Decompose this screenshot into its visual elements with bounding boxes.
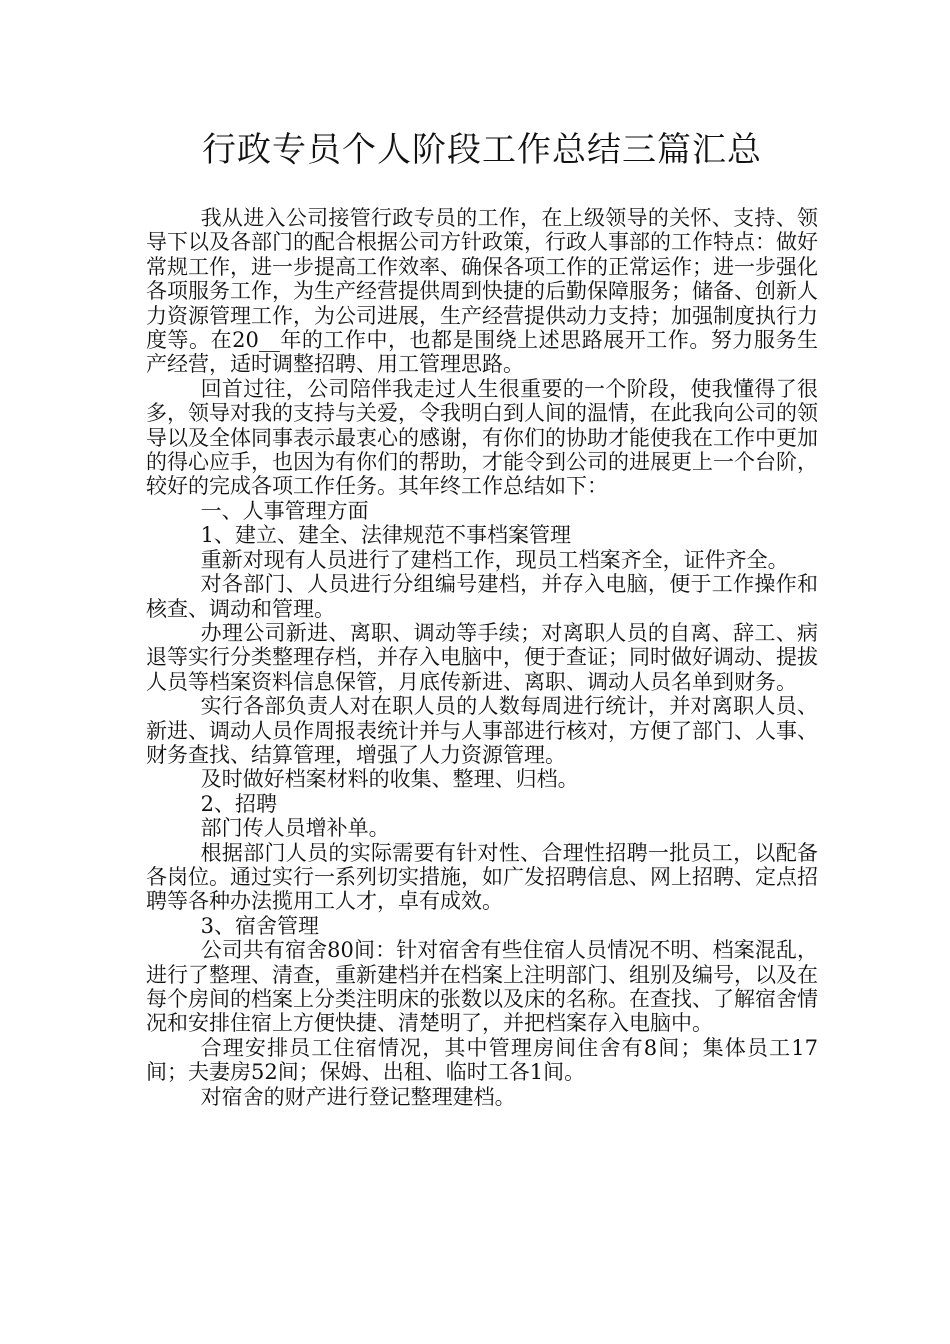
paragraph-dormitory-audit: 公司共有宿舍80间：针对宿舍有些住宿人员情况不明、档案混乱，进行了整理、清查，重新建档并在档案上注明部门、组别及编号，以及在每个房间的档案上分类注明床的张数以及床的名称。在查找、了解宿舍情况和安排住宿上方便快捷、清楚明了，并把档案存入电脑中。: [146, 938, 818, 1036]
subheading-recruitment: 2、招聘: [200, 791, 277, 816]
paragraph-room-allocation: 合理安排员工住宿情况，其中管理房间住舍有8间；集体员工17间；夫妻房52间；保姆、出租、临时工各1间。: [146, 1035, 818, 1085]
paragraph-review: 回首过往，公司陪伴我走过人生很重要的一个阶段，使我懂得了很多，领导对我的支持与关爱，令我明白到人间的温情，在此我向公司的领导以及全体同事表示最衷心的感谢，有你们的协助才能使我在工作中更加的得心应手，也因为有你们的帮助，才能令到公司的进展更上一个台阶，较好的完成各项工作任务。其年终工作总结如下：: [146, 376, 818, 499]
paragraph-recruitment-methods: 根据部门人员的实际需要有针对性、合理性招聘一批员工，以配备各岗位。通过实行一系列切实措施，如广发招聘信息、网上招聘、定点招聘等各种办法揽用工人才，卓有成效。: [146, 840, 818, 914]
document-body: [146, 206, 818, 1109]
paragraph-grouping: 对各部门、人员进行分组编号建档，并存入电脑，便于工作操作和核查、调动和管理。: [146, 572, 818, 621]
paragraph-weekly-stats: 实行各部负责人对在职人员的人数每周进行统计，并对离职人员、新进、调动人员作周报表统计并与人事部进行核对，方便了部门、人事、财务查找、结算管理，增强了人力资源管理。: [146, 694, 818, 767]
paragraph-requisition: 部门传人员增补单。: [200, 816, 390, 841]
subheading-archive-management: 1、建立、建全、法律规范不事档案管理: [200, 523, 571, 548]
section-heading-personnel: 一、人事管理方面: [200, 498, 369, 523]
paragraph-procedures: 办理公司新进、离职、调动等手续；对离职人员的自离、辞工、病退等实行分类整理存档，并存入电脑中，便于查证；同时做好调动、提拔人员等档案资料信息保管，月底传新进、离职、调动人员名单到财务。: [146, 620, 818, 694]
subheading-dormitory: 3、宿舍管理: [200, 913, 319, 938]
paragraph-filing: 及时做好档案材料的收集、整理、归档。: [200, 767, 579, 792]
paragraph-intro: 我从进入公司接管行政专员的工作，在上级领导的关怀、支持、领导下以及各部门的配合根据公司方针政策，行政人事部的工作特点：做好常规工作，进一步提高工作效率、确保各项工作的正常运作；进一步强化各项服务工作，为生产经营提供周到快捷的后勤保障服务；储备、创新人力资源管理工作，为公司进展，生产经营提供动力支持；加强制度执行力度等。在20__年的工作中，也都是围绕上述思路展开工作。努力服务生产经营，适时调整招聘、用工管理思路。: [146, 206, 818, 377]
document-title: 行政专员个人阶段工作总结三篇汇总: [202, 130, 762, 170]
paragraph-archive-rebuild: 重新对现有人员进行了建档工作，现员工档案齐全，证件齐全。: [200, 547, 789, 572]
paragraph-property-register: 对宿舍的财产进行登记整理建档。: [200, 1084, 516, 1109]
